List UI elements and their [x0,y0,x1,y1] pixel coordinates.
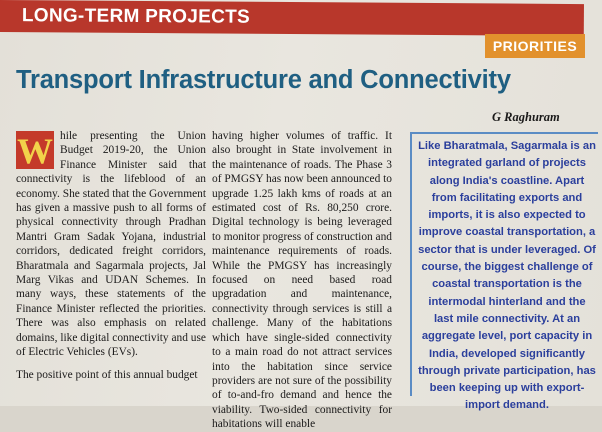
section-banner: LONG-TERM PROJECTS [0,0,584,36]
body-paragraph [16,129,206,360]
body-column-middle [212,129,392,432]
author-byline: G Raghuram [492,110,560,124]
article-title: Transport Infrastructure and Connectivity [16,66,511,94]
paragraph-text: hile presenting the Union Budget 2019-20, the Union Finance Minister said that connectivity is the lifeblood of an economy. She stated that the Government has given a massive push to all forms of physical connectivity through Pradhan Mantri Gram Sadak Yojana, industrial corridors, dedicated freight corridors, Bharatmala and Sagarmala projects, Jal Marg Vikas and UDAN Schemes. In many ways, these statements of the Finance Minister reflected the priorities. There was also emphasis on related domains, like digital connectivity and use of Electric Vehicles (EVs). [16,130,206,359]
body-paragraph: The positive point of this annual budget [16,368,198,381]
body-column-left [16,129,206,382]
pull-quote-box [410,132,598,412]
body-paragraph: having higher volumes of traffic. It also brought in State involvement in the maintenance of roads. The Phase 3 of PMGSY has now been announced to upgrade 1.25 lakh kms of roads at an estimated cost of Rs. 80,250 crore. Digital technology is being leveraged to monitor progress of construction and maintenance requirements of roads. While the PMGSY has increasingly focused on need based road upgradation and maintenance, connectivity through services is still a challenge. Many of the habitations which have single-sided connectivity to a main road do not attract services into the habitation since service providers are not sure of the possibility of to-and-fro demand and hence the viability. Two-sided connectivity for habitations will enable [212,130,393,431]
drop-cap: W [17,131,53,171]
pull-quote-text: Like Bharatmala, Sagarmala is an integrated garland of projects along India's coastline. Apart from facilitating exports and imports, it is also expected to improve coastal transportation, a sector that is under leveraged. Of course, the biggest challenge of coastal transportation is the intermodal hinterland and the last mile connectivity. At an aggregate level, port capacity in India, developed significantly through private participation, has been keeping up with export-import demand. [418,140,596,412]
category-tab: PRIORITIES [485,34,585,58]
